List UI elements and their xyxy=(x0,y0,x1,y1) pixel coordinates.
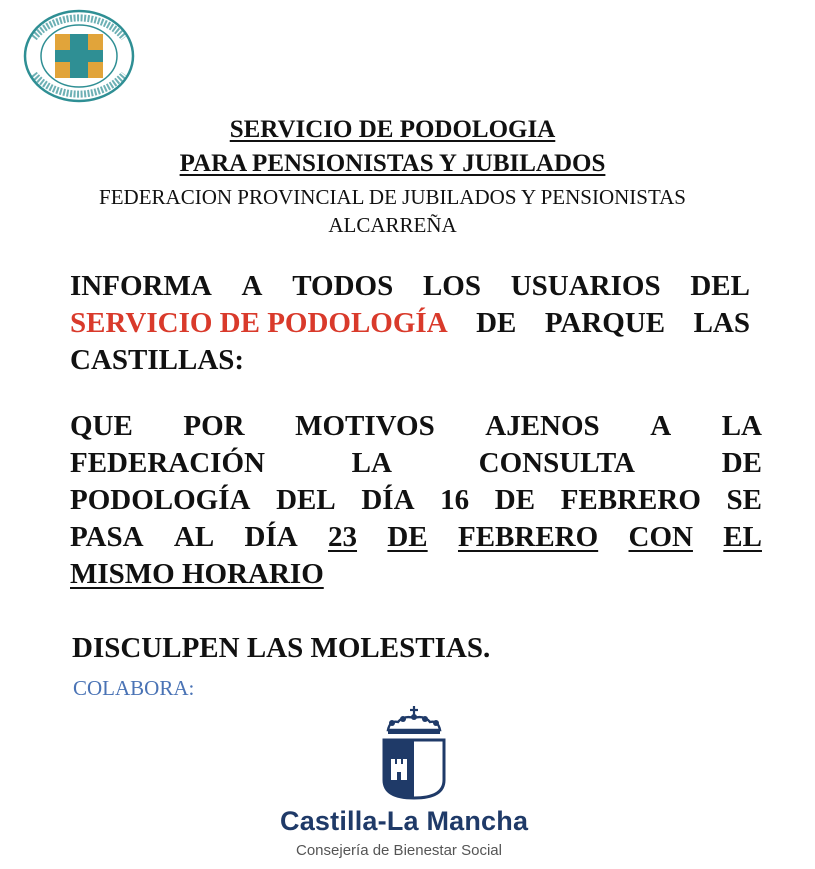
federation-seal-logo xyxy=(22,8,136,104)
new-date-word: FEBRERO xyxy=(457,521,599,553)
word: MOTIVOS xyxy=(295,410,435,442)
word: CONSULTA xyxy=(478,447,635,479)
word: POR xyxy=(183,410,245,442)
word: PODOLOGÍA xyxy=(70,484,251,516)
word: A xyxy=(241,270,263,302)
service-highlight: SERVICIO DE PODOLOGÍA xyxy=(70,307,448,339)
message-paragraph xyxy=(70,408,762,593)
message-line-2 xyxy=(70,445,762,482)
same-schedule-text: MISMO HORARIO xyxy=(70,558,324,590)
word: DÍA xyxy=(361,484,415,516)
word: LA xyxy=(721,410,762,442)
word: USUARIOS xyxy=(510,270,661,302)
new-date-word: 23 xyxy=(328,521,358,553)
message-line-5 xyxy=(70,556,762,593)
new-date-word: CON xyxy=(628,521,693,553)
castilla-la-mancha-emblem xyxy=(378,706,448,802)
notice-line-3 xyxy=(70,342,750,379)
word: LOS xyxy=(422,270,481,302)
organization-name-line2: ALCARREÑA xyxy=(328,213,457,237)
word: SE xyxy=(726,484,762,516)
word: DE xyxy=(494,484,536,516)
message-line-1 xyxy=(70,408,762,445)
word: FEDERACIÓN xyxy=(70,447,265,479)
word: PARQUE xyxy=(544,307,666,339)
page-title-line2: PARA PENSIONISTAS Y JUBILADOS xyxy=(179,150,606,177)
message-line-4 xyxy=(70,519,762,556)
word: TODOS xyxy=(292,270,394,302)
word: QUE xyxy=(70,410,133,442)
apology-text: DISCULPEN LAS MOLESTIAS. xyxy=(72,632,491,664)
organization-name: FEDERACION PROVINCIAL DE JUBILADOS Y PENSIONISTAS xyxy=(99,185,686,209)
message-line-3 xyxy=(70,482,762,519)
notice-paragraph xyxy=(70,268,750,379)
notice-line-2 xyxy=(70,305,750,342)
notice-line-1 xyxy=(70,268,750,305)
new-date-word: DE xyxy=(387,521,428,553)
word: DE xyxy=(476,307,517,339)
word: INFORMA xyxy=(70,270,212,302)
word: DEL xyxy=(276,484,336,516)
word: FEBRERO xyxy=(560,484,701,516)
word: DEL xyxy=(690,270,750,302)
page-title: SERVICIO DE PODOLOGIA xyxy=(229,116,556,143)
sponsor-department: Consejería de Bienestar Social xyxy=(296,842,502,859)
word: AL xyxy=(173,521,215,553)
word: 16 xyxy=(440,484,470,516)
word: PASA xyxy=(70,521,144,553)
word: A xyxy=(650,410,672,442)
collaborator-label: COLABORA: xyxy=(73,676,195,700)
word: AJENOS xyxy=(485,410,600,442)
sponsor-name: Castilla-La Mancha xyxy=(280,806,529,836)
word: LAS xyxy=(693,307,750,339)
word: LA xyxy=(351,447,392,479)
word: DE xyxy=(721,447,762,479)
new-date-word: EL xyxy=(723,521,762,553)
word: DÍA xyxy=(244,521,298,553)
word: CASTILLAS: xyxy=(70,344,245,376)
